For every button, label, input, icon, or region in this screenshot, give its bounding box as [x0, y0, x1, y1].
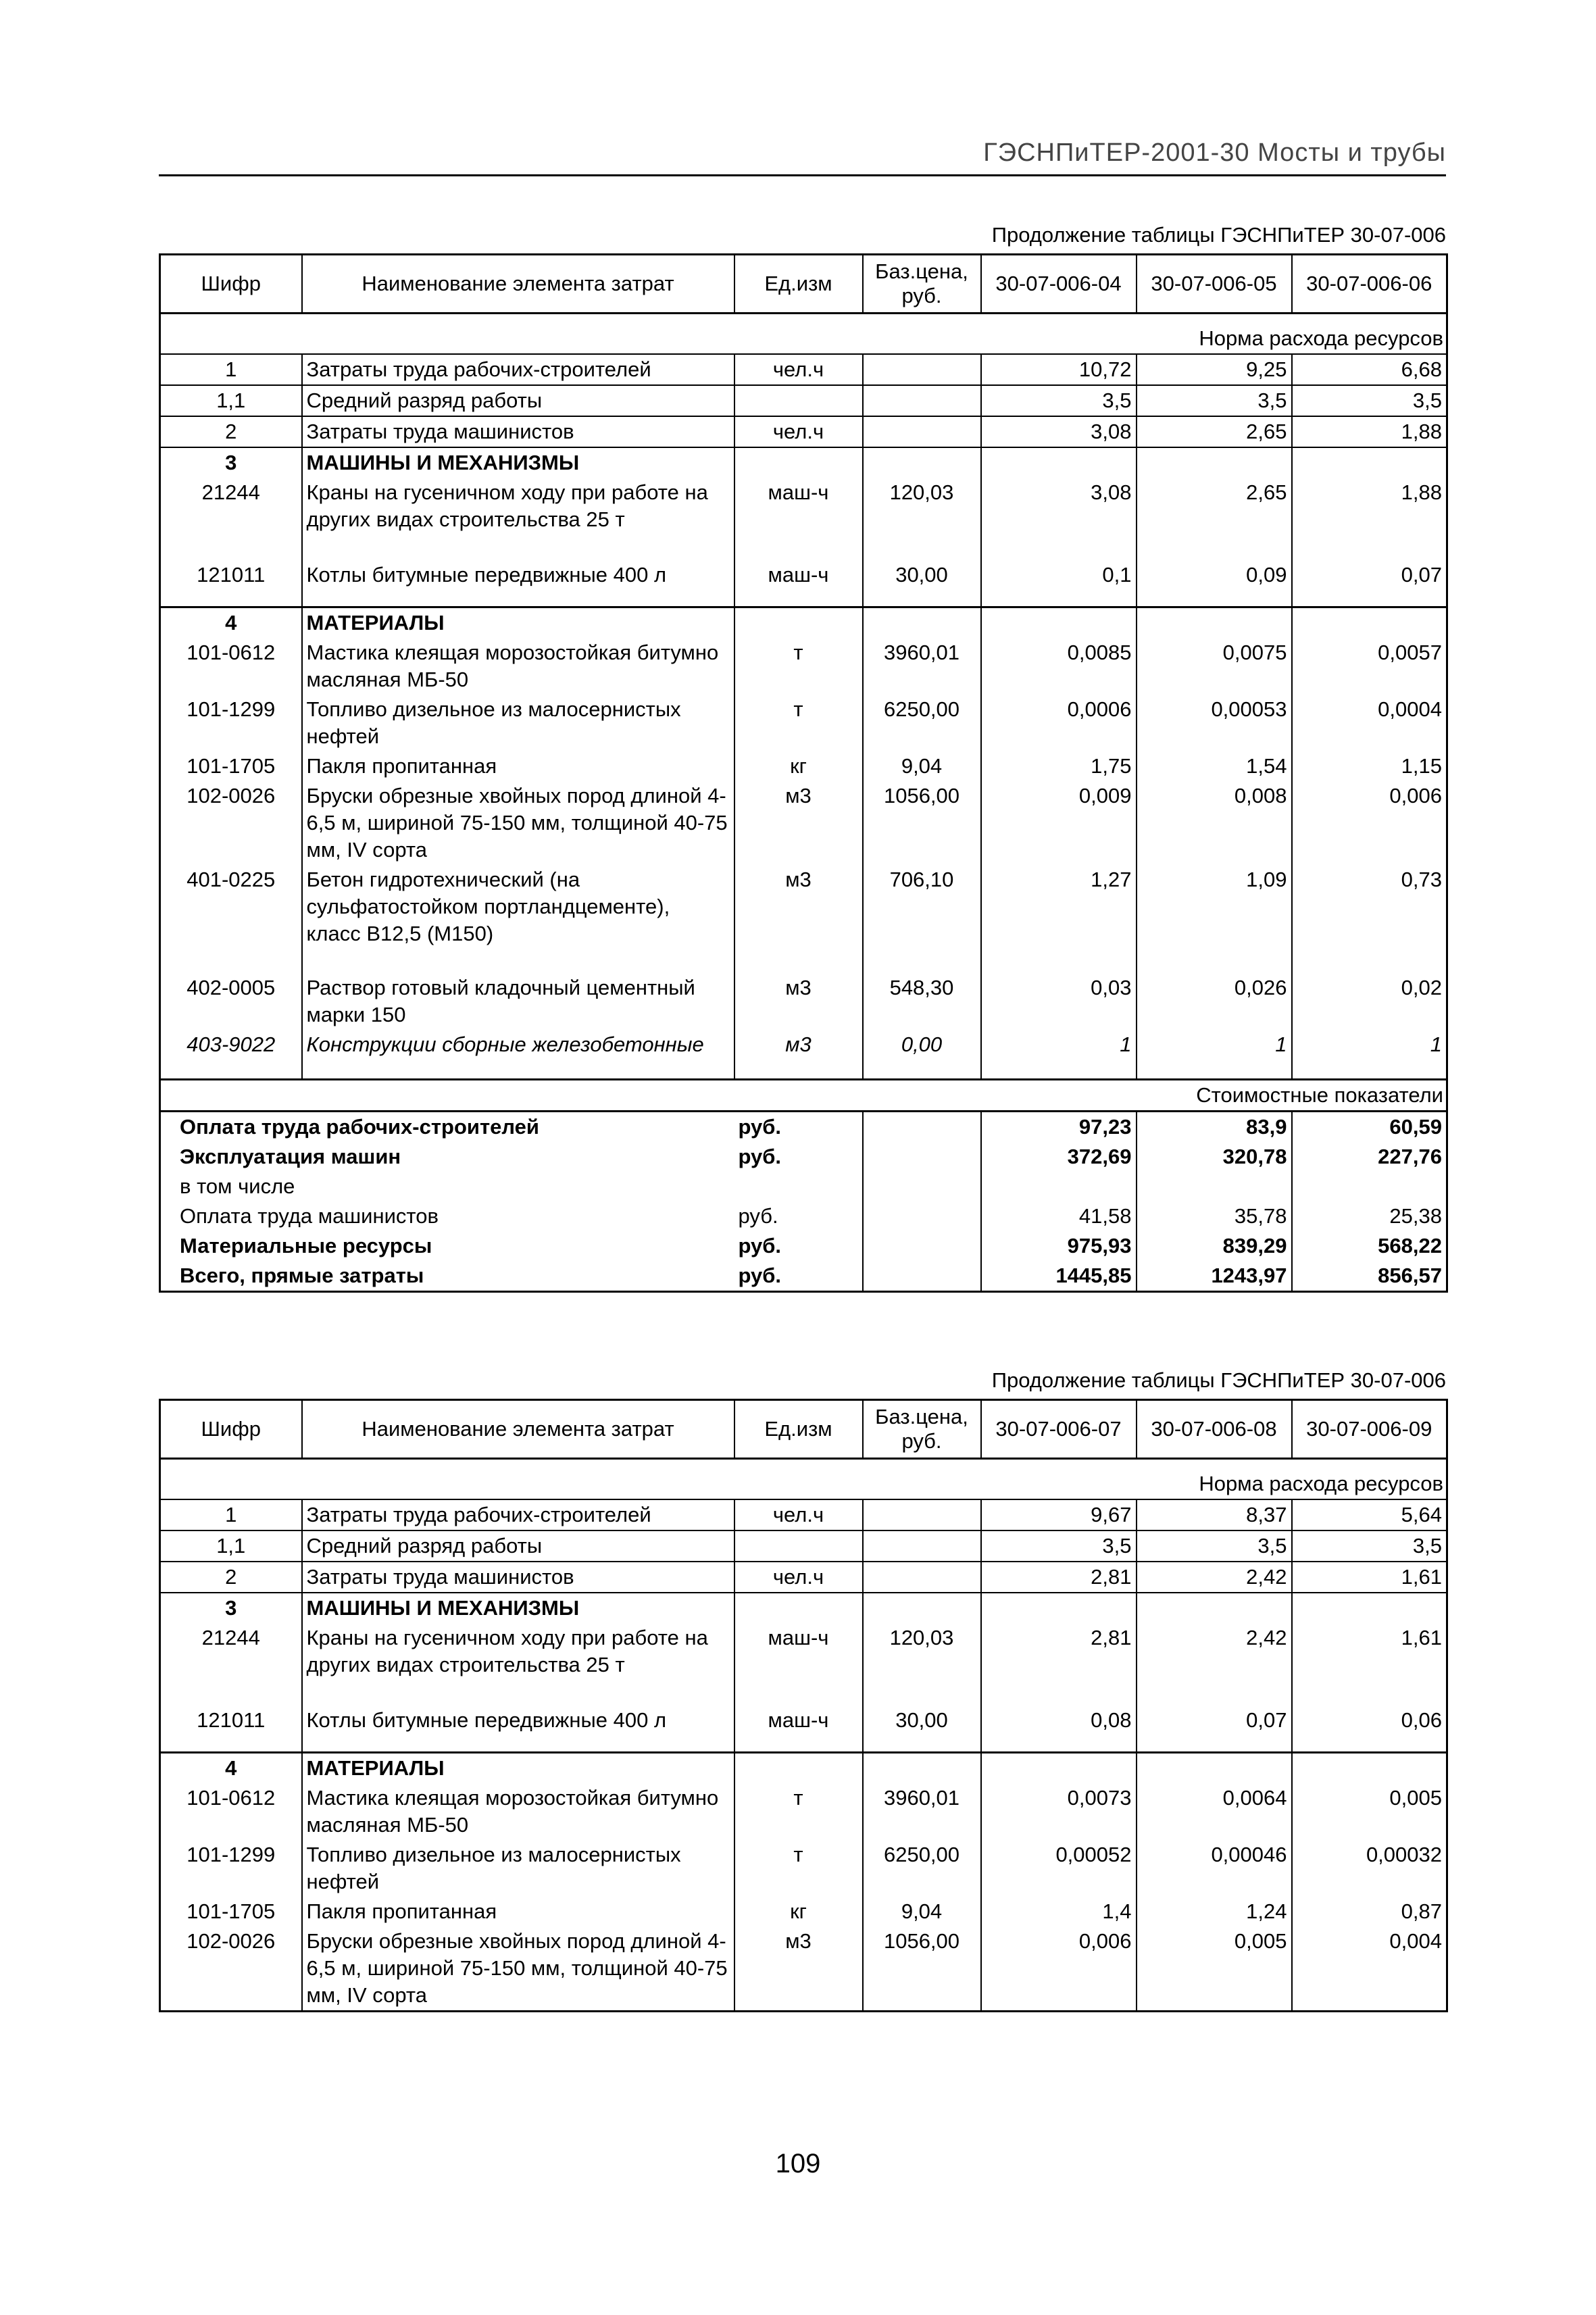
col-header-price: Баз.цена, руб.	[863, 1400, 981, 1459]
row-name: Мастика клеящая морозостойкая битумно масляная МБ-50	[302, 1783, 734, 1840]
row-unit: м3	[734, 1030, 863, 1060]
cost-value-2: 83,9	[1137, 1112, 1292, 1143]
row-name: Краны на гусеничном ходу при работе на других видах строительства 25 т	[302, 478, 734, 560]
cost-name: Эксплуатация машин	[180, 1145, 401, 1168]
row-unit: маш-ч	[734, 1623, 863, 1706]
row-value-2: 0,0064	[1137, 1783, 1292, 1840]
row-unit: чел.ч	[734, 1499, 863, 1530]
cost-row	[160, 1142, 1447, 1172]
row-value-3	[1292, 607, 1447, 639]
cost-unit: руб.	[738, 1145, 782, 1168]
row-value-3: 1,88	[1292, 416, 1447, 447]
row-price	[863, 385, 981, 416]
spacer-cell	[1292, 1060, 1447, 1080]
cost-price	[863, 1261, 981, 1292]
row-price: 120,03	[863, 478, 981, 560]
table-row	[160, 751, 1447, 781]
cost-unit: руб.	[734, 1261, 863, 1292]
row-code: 1,1	[160, 385, 302, 416]
row-value-3: 1,61	[1292, 1623, 1447, 1706]
row-value-1	[981, 447, 1137, 478]
row-code: 101-0612	[186, 1786, 276, 1810]
cost-value-2: 1243,97	[1137, 1261, 1292, 1292]
row-value-3	[1292, 447, 1447, 478]
row-value-3: 1,88	[1292, 478, 1447, 560]
row-code: 4	[160, 607, 302, 639]
row-code: 102-0026	[186, 784, 276, 807]
row-price: 6250,00	[863, 1840, 981, 1897]
cost-unit: руб.	[738, 1204, 778, 1228]
row-value-3: 0,02	[1292, 973, 1447, 1030]
row-value-2	[1137, 1593, 1292, 1623]
row-unit	[734, 1530, 863, 1562]
row-unit	[734, 1753, 863, 1784]
row-value-3: 0,0004	[1292, 695, 1447, 751]
row-value-2: 3,5	[1137, 1530, 1292, 1562]
row-name: МАШИНЫ И МЕХАНИЗМЫ	[302, 447, 734, 478]
row-price	[863, 1753, 981, 1784]
row-value-1: 0,0006	[981, 695, 1137, 751]
row-value-3: 6,68	[1292, 354, 1447, 385]
cost-value-1: 372,69	[981, 1142, 1137, 1172]
row-price	[863, 416, 981, 447]
row-value-3: 5,64	[1292, 1499, 1447, 1530]
row-unit: маш-ч	[734, 560, 863, 607]
row-code: 121011	[197, 1708, 266, 1732]
row-value-3: 0,73	[1292, 865, 1447, 973]
row-name: Топливо дизельное из малосернистых нефтей	[302, 1840, 734, 1897]
row-value-3: 0,005	[1292, 1783, 1447, 1840]
row-code: 402-0005	[186, 976, 276, 999]
col-header-code: Шифр	[160, 1400, 302, 1459]
col-header-name: Наименование элемента затрат	[302, 255, 734, 314]
row-price: 30,00	[863, 1706, 981, 1753]
spacer-cell	[863, 1060, 981, 1080]
row-code: 1,1	[160, 1530, 302, 1562]
row-value-3	[1292, 1593, 1447, 1623]
row-name: Пакля пропитанная	[302, 1897, 734, 1926]
cost-value-3	[1292, 1172, 1447, 1201]
row-name: Бруски обрезные хвойных пород длиной 4-6,5 м, шириной 75-150 мм, толщиной 40-75 мм, IV сорта	[302, 781, 734, 865]
row-price	[863, 607, 981, 639]
cost-price	[863, 1201, 981, 1231]
row-name: Раствор готовый кладочный цементный марки 150	[302, 973, 734, 1030]
row-value-1: 0,08	[981, 1706, 1137, 1753]
row-name: МАШИНЫ И МЕХАНИЗМЫ	[302, 1593, 734, 1623]
row-name: Мастика клеящая морозостойкая битумно масляная МБ-50	[302, 638, 734, 695]
table-row	[160, 1753, 1447, 1784]
row-price: 3960,01	[863, 1783, 981, 1840]
row-value-2: 0,00053	[1137, 695, 1292, 751]
table1-caption: Продолжение таблицы ГЭСНПиТЕР 30-07-006	[991, 223, 1446, 247]
table-row	[160, 385, 1447, 416]
row-value-1: 0,006	[981, 1926, 1137, 2012]
row-code: 1	[160, 354, 302, 385]
row-code: 102-0026	[160, 1926, 302, 2012]
spacer-row	[160, 1060, 1447, 1080]
table-row	[160, 1706, 1447, 1753]
row-value-1: 1	[981, 1030, 1137, 1060]
cost-unit: руб.	[738, 1234, 782, 1258]
table-row	[160, 1499, 1447, 1530]
row-price: 120,03	[863, 1623, 981, 1706]
col-header-price: Баз.цена, руб.	[863, 255, 981, 314]
row-value-1	[981, 607, 1137, 639]
row-unit: маш-ч	[734, 1706, 863, 1753]
row-value-2: 0,005	[1137, 1926, 1292, 2012]
table-row	[160, 447, 1447, 478]
cost-name: Оплата труда рабочих-строителей	[180, 1115, 539, 1139]
cost-value-3: 227,76	[1292, 1142, 1447, 1172]
row-code: 401-0225	[186, 868, 276, 891]
row-name: Котлы битумные передвижные 400 л	[302, 560, 734, 607]
row-price	[863, 354, 981, 385]
row-name: Краны на гусеничном ходу при работе на других видах строительства 25 т	[302, 1623, 734, 1706]
row-value-3: 0,07	[1292, 560, 1447, 607]
table-row	[160, 1530, 1447, 1562]
row-code: 101-1705	[186, 754, 276, 778]
row-code: 101-1705	[186, 1899, 276, 1923]
row-value-1	[981, 1753, 1137, 1784]
row-value-1: 1,27	[981, 865, 1137, 973]
row-code: 2	[160, 1562, 302, 1593]
row-price	[863, 447, 981, 478]
row-price: 548,30	[863, 973, 981, 1030]
cost-value-2: 35,78	[1137, 1201, 1292, 1231]
spacer-cell	[1137, 1060, 1292, 1080]
cost-unit: руб.	[738, 1115, 782, 1139]
row-value-3: 3,5	[1292, 1530, 1447, 1562]
row-value-2: 0,0075	[1137, 638, 1292, 695]
table-row	[160, 781, 1447, 865]
spacer-cell	[160, 1060, 302, 1080]
row-code: 4	[160, 1753, 302, 1784]
table-row	[160, 1783, 1447, 1840]
row-value-1: 0,00052	[981, 1840, 1137, 1897]
col-header-unit: Ед.изм	[734, 1400, 863, 1459]
row-unit: кг	[734, 751, 863, 781]
row-value-1: 3,5	[981, 385, 1137, 416]
row-value-3: 1,15	[1292, 751, 1447, 781]
table-row	[160, 416, 1447, 447]
cost-name: Всего, прямые затраты	[160, 1261, 734, 1292]
cost-value-1: 1445,85	[981, 1261, 1137, 1292]
row-value-3: 0,004	[1292, 1926, 1447, 2012]
col-header-norm-2: 30-07-006-05	[1137, 255, 1292, 314]
row-value-1: 1,75	[981, 751, 1137, 781]
row-price	[863, 1593, 981, 1623]
row-price: 6250,00	[863, 695, 981, 751]
row-code: 1	[160, 1499, 302, 1530]
row-value-1: 0,1	[981, 560, 1137, 607]
row-price: 30,00	[863, 560, 981, 607]
table-header-row	[160, 1400, 1447, 1459]
row-name: Бруски обрезные хвойных пород длиной 4-6,5 м, шириной 75-150 мм, толщиной 40-75 мм, IV сорта	[302, 1926, 734, 2012]
row-value-2: 2,42	[1137, 1623, 1292, 1706]
row-name: МАТЕРИАЛЫ	[302, 1753, 734, 1784]
table-header-row	[160, 255, 1447, 314]
row-unit	[734, 1593, 863, 1623]
row-unit: т	[734, 638, 863, 695]
row-value-2	[1137, 1753, 1292, 1784]
row-code: 3	[160, 447, 302, 478]
row-name: Топливо дизельное из малосернистых нефтей	[302, 695, 734, 751]
row-price	[863, 1562, 981, 1593]
row-unit: т	[734, 1840, 863, 1897]
row-name: Котлы битумные передвижные 400 л	[302, 1706, 734, 1753]
row-unit	[734, 447, 863, 478]
cost-price	[863, 1112, 981, 1143]
row-value-2: 3,5	[1137, 385, 1292, 416]
table-row	[160, 1030, 1447, 1060]
row-price: 3960,01	[863, 638, 981, 695]
cost-price	[863, 1142, 981, 1172]
row-value-2: 1	[1137, 1030, 1292, 1060]
table-row	[160, 973, 1447, 1030]
row-value-2: 0,00046	[1137, 1840, 1292, 1897]
row-value-1: 3,08	[981, 478, 1137, 560]
table-row	[160, 638, 1447, 695]
col-header-norm-3: 30-07-006-06	[1292, 255, 1447, 314]
table-row	[160, 354, 1447, 385]
row-unit: т	[734, 695, 863, 751]
norm-label: Норма расхода ресурсов	[160, 314, 1447, 355]
cost-value-3: 25,38	[1292, 1201, 1447, 1231]
norm-label-row	[160, 1459, 1447, 1500]
row-value-2: 0,09	[1137, 560, 1292, 607]
table-row	[160, 478, 1447, 560]
row-code: 101-1299	[186, 697, 276, 721]
row-name: Затраты труда машинистов	[302, 416, 734, 447]
row-value-2: 2,65	[1137, 478, 1292, 560]
row-name: МАТЕРИАЛЫ	[302, 607, 734, 639]
cost-row	[160, 1231, 1447, 1261]
col-header-name: Наименование элемента затрат	[302, 1400, 734, 1459]
col-header-norm-3: 30-07-006-09	[1292, 1400, 1447, 1459]
row-value-1: 0,0073	[981, 1783, 1137, 1840]
col-header-norm-2: 30-07-006-08	[1137, 1400, 1292, 1459]
cost-value-3: 568,22	[1292, 1231, 1447, 1261]
row-value-1: 0,009	[981, 781, 1137, 865]
row-value-1: 0,0085	[981, 638, 1137, 695]
row-value-3: 1	[1292, 1030, 1447, 1060]
row-value-2: 9,25	[1137, 354, 1292, 385]
row-value-2: 1,54	[1137, 751, 1292, 781]
row-unit	[734, 385, 863, 416]
row-price: 706,10	[863, 865, 981, 973]
cost-value-2	[1137, 1172, 1292, 1201]
resource-table-2	[159, 1399, 1448, 2012]
cost-name: Оплата труда машинистов	[180, 1204, 439, 1228]
table-row	[160, 1926, 1447, 2012]
row-value-3: 3,5	[1292, 385, 1447, 416]
col-header-norm-1: 30-07-006-04	[981, 255, 1137, 314]
row-unit: кг	[734, 1897, 863, 1926]
row-name: Затраты труда рабочих-строителей	[302, 1499, 734, 1530]
row-value-1: 3,08	[981, 416, 1137, 447]
col-header-code: Шифр	[160, 255, 302, 314]
table-row	[160, 695, 1447, 751]
row-value-3: 0,00032	[1292, 1840, 1447, 1897]
cost-value-3: 856,57	[1292, 1261, 1447, 1292]
row-value-1	[981, 1593, 1137, 1623]
row-price	[863, 1530, 981, 1562]
row-value-1: 2,81	[981, 1623, 1137, 1706]
row-name: Средний разряд работы	[302, 1530, 734, 1562]
table-row	[160, 1623, 1447, 1706]
spacer-cell	[734, 1060, 863, 1080]
row-name: Средний разряд работы	[302, 385, 734, 416]
row-code: 101-0612	[186, 641, 276, 664]
row-price: 1056,00	[863, 1926, 981, 2012]
row-value-2	[1137, 447, 1292, 478]
row-price: 1056,00	[863, 781, 981, 865]
cost-row	[160, 1261, 1447, 1292]
row-name: Затраты труда рабочих-строителей	[302, 354, 734, 385]
table-row	[160, 1562, 1447, 1593]
page-header-title: ГЭСНПиТЕР-2001-30 Мосты и трубы	[983, 139, 1446, 167]
row-value-2: 0,008	[1137, 781, 1292, 865]
row-price: 9,04	[863, 751, 981, 781]
row-value-1: 10,72	[981, 354, 1137, 385]
row-code: 3	[160, 1593, 302, 1623]
table-row	[160, 560, 1447, 607]
cost-value-1: 97,23	[981, 1112, 1137, 1143]
row-value-1: 3,5	[981, 1530, 1137, 1562]
row-name: Пакля пропитанная	[302, 751, 734, 781]
resource-table-1	[159, 253, 1448, 1293]
norm-label-row	[160, 314, 1447, 355]
row-code: 2	[160, 416, 302, 447]
cost-row	[160, 1201, 1447, 1231]
spacer-cell	[302, 1060, 734, 1080]
row-price: 0,00	[863, 1030, 981, 1060]
row-value-3: 0,006	[1292, 781, 1447, 865]
table-row	[160, 865, 1447, 973]
row-value-2: 2,42	[1137, 1562, 1292, 1593]
row-unit: чел.ч	[734, 354, 863, 385]
row-value-3: 0,06	[1292, 1706, 1447, 1753]
row-value-3: 0,87	[1292, 1897, 1447, 1926]
col-header-unit: Ед.изм	[734, 255, 863, 314]
row-code: 121011	[197, 563, 266, 587]
row-value-1: 2,81	[981, 1562, 1137, 1593]
table-row	[160, 607, 1447, 639]
cost-price	[863, 1172, 981, 1201]
cost-label: Стоимостные показатели	[160, 1080, 1447, 1112]
col-header-norm-1: 30-07-006-07	[981, 1400, 1137, 1459]
row-name: Бетон гидротехнический (на сульфатостойком портландцементе), класс В12,5 (М150)	[302, 865, 734, 973]
row-name: Затраты труда машинистов	[302, 1562, 734, 1593]
row-value-1: 0,03	[981, 973, 1137, 1030]
row-unit: т	[734, 1783, 863, 1840]
cost-label-row	[160, 1080, 1447, 1112]
table-row	[160, 1897, 1447, 1926]
cost-price	[863, 1231, 981, 1261]
row-unit	[734, 607, 863, 639]
cost-value-1: 41,58	[981, 1201, 1137, 1231]
row-unit: м3	[734, 865, 863, 973]
header-rule	[159, 174, 1446, 176]
row-code: 403-9022	[186, 1032, 276, 1056]
cost-value-1	[981, 1172, 1137, 1201]
page-number: 109	[775, 2149, 821, 2179]
row-value-2: 2,65	[1137, 416, 1292, 447]
norm-label: Норма расхода ресурсов	[160, 1459, 1447, 1500]
row-unit: м3	[734, 1926, 863, 2012]
row-value-3	[1292, 1753, 1447, 1784]
cost-row	[160, 1112, 1447, 1143]
row-value-2: 0,07	[1137, 1706, 1292, 1753]
row-value-3: 1,61	[1292, 1562, 1447, 1593]
table-row	[160, 1840, 1447, 1897]
row-value-2: 8,37	[1137, 1499, 1292, 1530]
row-value-2: 1,09	[1137, 865, 1292, 973]
row-value-1: 9,67	[981, 1499, 1137, 1530]
row-code: 21244	[201, 1626, 260, 1649]
row-value-2	[1137, 607, 1292, 639]
row-code: 21244	[201, 480, 260, 504]
table-row	[160, 1593, 1447, 1623]
row-price	[863, 1499, 981, 1530]
spacer-cell	[981, 1060, 1137, 1080]
cost-name: Материальные ресурсы	[180, 1234, 432, 1258]
cost-value-2: 839,29	[1137, 1231, 1292, 1261]
cost-row	[160, 1172, 1447, 1201]
row-value-1: 1,4	[981, 1897, 1137, 1926]
row-unit: чел.ч	[734, 1562, 863, 1593]
cost-value-3: 60,59	[1292, 1112, 1447, 1143]
cost-value-1: 975,93	[981, 1231, 1137, 1261]
row-unit: м3	[734, 781, 863, 865]
row-value-2: 1,24	[1137, 1897, 1292, 1926]
row-code: 101-1299	[186, 1843, 276, 1866]
table2-caption: Продолжение таблицы ГЭСНПиТЕР 30-07-006	[991, 1368, 1446, 1392]
cost-unit	[734, 1172, 863, 1201]
cost-name: в том числе	[180, 1174, 295, 1198]
row-unit: чел.ч	[734, 416, 863, 447]
cost-value-2: 320,78	[1137, 1142, 1292, 1172]
row-value-2: 0,026	[1137, 973, 1292, 1030]
row-unit: м3	[734, 973, 863, 1030]
row-name: Конструкции сборные железобетонные	[302, 1030, 734, 1060]
row-value-3: 0,0057	[1292, 638, 1447, 695]
row-price: 9,04	[863, 1897, 981, 1926]
row-unit: маш-ч	[734, 478, 863, 560]
